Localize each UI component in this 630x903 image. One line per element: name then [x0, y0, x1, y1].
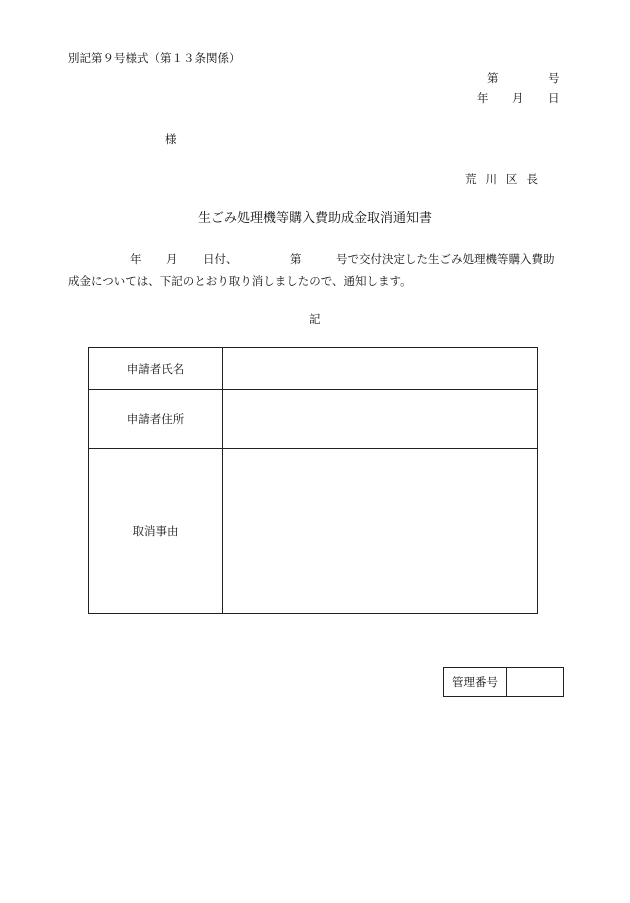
body-year: 年 — [130, 252, 142, 266]
date-year-label: 年 — [477, 91, 489, 105]
body-day-suffix: 日付、 — [203, 252, 238, 266]
date-day-label: 日 — [548, 91, 560, 105]
cancellation-reason-field[interactable] — [223, 449, 538, 614]
management-number-box — [443, 667, 564, 697]
table-row — [444, 668, 564, 697]
issuer-name: 荒川区長 — [465, 172, 547, 186]
form-label: 別記第９号様式（第１３条関係） — [68, 51, 241, 65]
document-number-label: 第 — [487, 71, 499, 85]
document-number-suffix: 号 — [548, 71, 560, 85]
table-row — [89, 449, 538, 614]
recipient-suffix: 様 — [165, 132, 177, 146]
date-month-label: 月 — [512, 91, 524, 105]
ki-heading: 記 — [309, 312, 321, 326]
body-line1-text: 号で交付決定した生ごみ処理機等購入費助 — [336, 252, 555, 266]
details-table — [88, 347, 538, 614]
body-number-prefix: 第 — [290, 252, 302, 266]
table-row — [89, 348, 538, 390]
applicant-name-label: 申請者氏名 — [89, 348, 223, 390]
document-title: 生ごみ処理機等購入費助成金取消通知書 — [197, 211, 432, 226]
table-row — [89, 390, 538, 449]
applicant-address-field[interactable] — [223, 390, 538, 449]
management-number-field[interactable] — [507, 668, 564, 697]
cancellation-reason-label: 取消事由 — [89, 449, 223, 614]
applicant-address-label: 申請者住所 — [89, 390, 223, 449]
management-number-label: 管理番号 — [444, 668, 507, 697]
applicant-name-field[interactable] — [223, 348, 538, 390]
body-month: 月 — [166, 252, 178, 266]
body-line2-text: 成金については、下記のとおり取り消しましたので、通知します。 — [68, 274, 412, 288]
